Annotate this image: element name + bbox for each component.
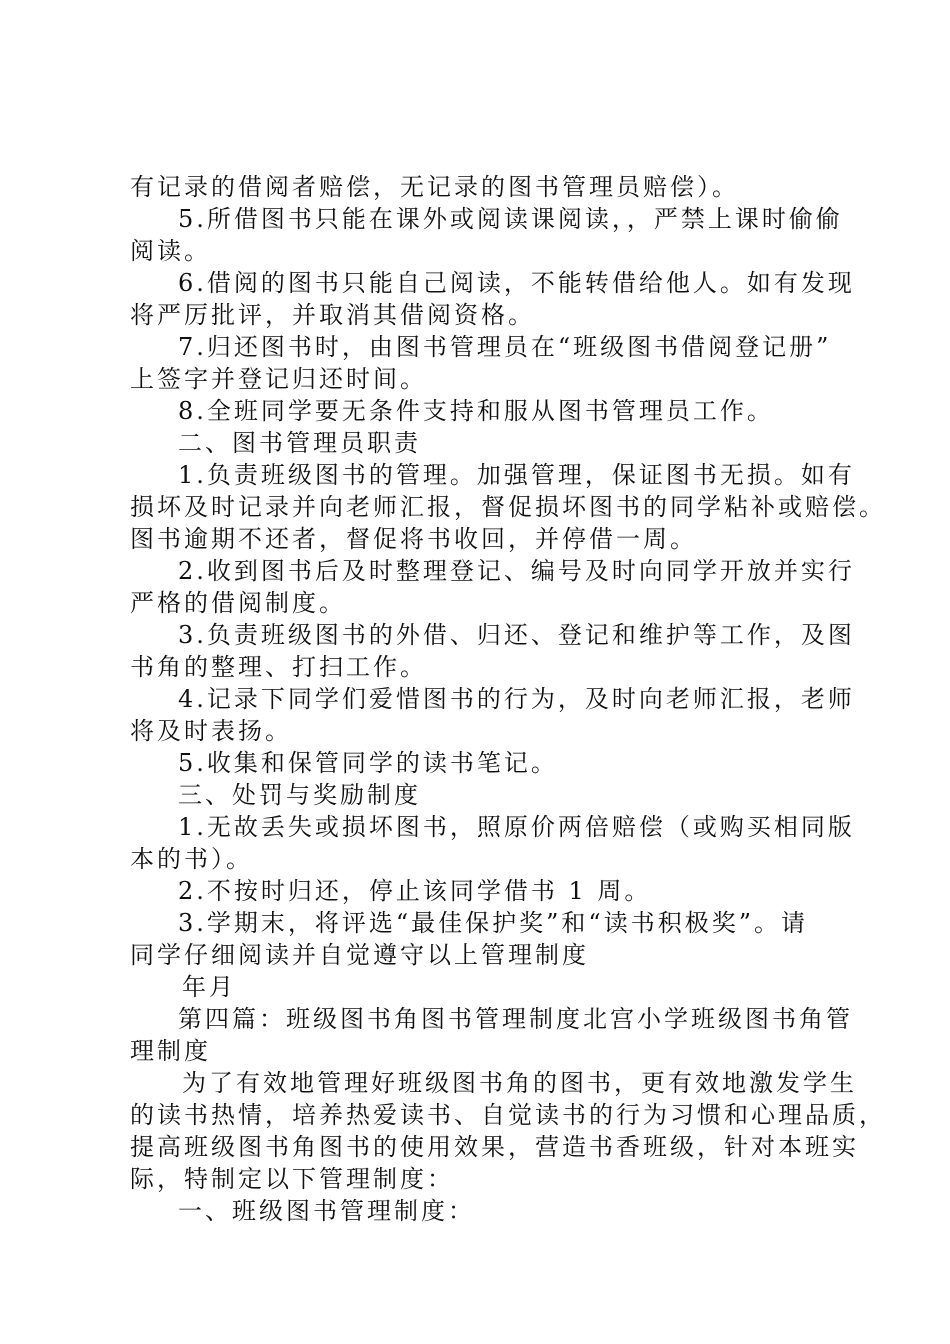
- text-line: 5.收集和保管同学的读书笔记。: [178, 749, 558, 777]
- text-line: 的读书热情，培养热爱读书、自觉读书的行为习惯和心理品质，: [130, 1101, 886, 1129]
- text-line: 阅读。: [130, 237, 211, 265]
- text-line: 损坏及时记录并向老师汇报，督促损坏图书的同学粘补或赔偿。: [130, 493, 886, 521]
- text-line: 同学仔细阅读并自觉遵守以上管理制度: [130, 941, 589, 969]
- chapter-heading: 第四篇：班级图书角图书管理制度北宫小学班级图书角管: [178, 1005, 853, 1033]
- section-heading: 二、图书管理员职责: [178, 429, 421, 457]
- text-line: 提高班级图书角图书的使用效果，营造书香班级，针对本班实: [130, 1133, 859, 1161]
- text-line: 书角的整理、打扫工作。: [130, 653, 427, 681]
- text-line: 2.收到图书后及时整理登记、编号及时向同学开放并实行: [178, 557, 855, 585]
- text-line: 1.无故丢失或损坏图书，照原价两倍赔偿（或购买相同版: [178, 813, 855, 841]
- text-line: 5.所借图书只能在课外或阅读课阅读，，严禁上课时偷偷: [178, 205, 843, 233]
- text-line: 将严厉批评，并取消其借阅资格。: [130, 301, 535, 329]
- document-body: [130, 171, 886, 1227]
- text-line: 本的书）。: [130, 845, 253, 873]
- date-line: 年月: [182, 973, 236, 1001]
- text-line: 7.归还图书时，由图书管理员在“班级图书借阅登记册”: [178, 333, 832, 361]
- text-line: 将及时表扬。: [130, 717, 292, 745]
- text-line: 严格的借阅制度。: [130, 589, 346, 617]
- text-line: 6.借阅的图书只能自己阅读，不能转借给他人。如有发现: [178, 269, 855, 297]
- text-line: 际，特制定以下管理制度：: [130, 1165, 454, 1193]
- text-line: 3.负责班级图书的外借、归还、登记和维护等工作，及图: [178, 621, 855, 649]
- text-line: 为了有效地管理好班级图书角的图书，更有效地激发学生: [182, 1069, 857, 1097]
- section-heading: 一、班级图书管理制度：: [178, 1197, 475, 1225]
- text-line: 2.不按时归还，停止该同学借书 1 周。: [178, 877, 652, 905]
- chapter-heading-cont: 理制度: [130, 1037, 211, 1065]
- text-line: 3.学期末，将评选“最佳保护奖”和“读书积极奖”。请: [178, 909, 808, 937]
- text-line: 上签字并登记归还时间。: [130, 365, 427, 393]
- text-line: 图书逾期不还者，督促将书收回，并停借一周。: [130, 525, 697, 553]
- section-heading: 三、处罚与奖励制度: [178, 781, 421, 809]
- text-line: 有记录的借阅者赔偿，无记录的图书管理员赔偿）。: [130, 173, 739, 201]
- text-line: 1.负责班级图书的管理。加强管理，保证图书无损。如有: [178, 461, 855, 489]
- text-line: 4.记录下同学们爱惜图书的行为，及时向老师汇报，老师: [178, 685, 855, 713]
- text-line: 8.全班同学要无条件支持和服从图书管理员工作。: [178, 397, 774, 425]
